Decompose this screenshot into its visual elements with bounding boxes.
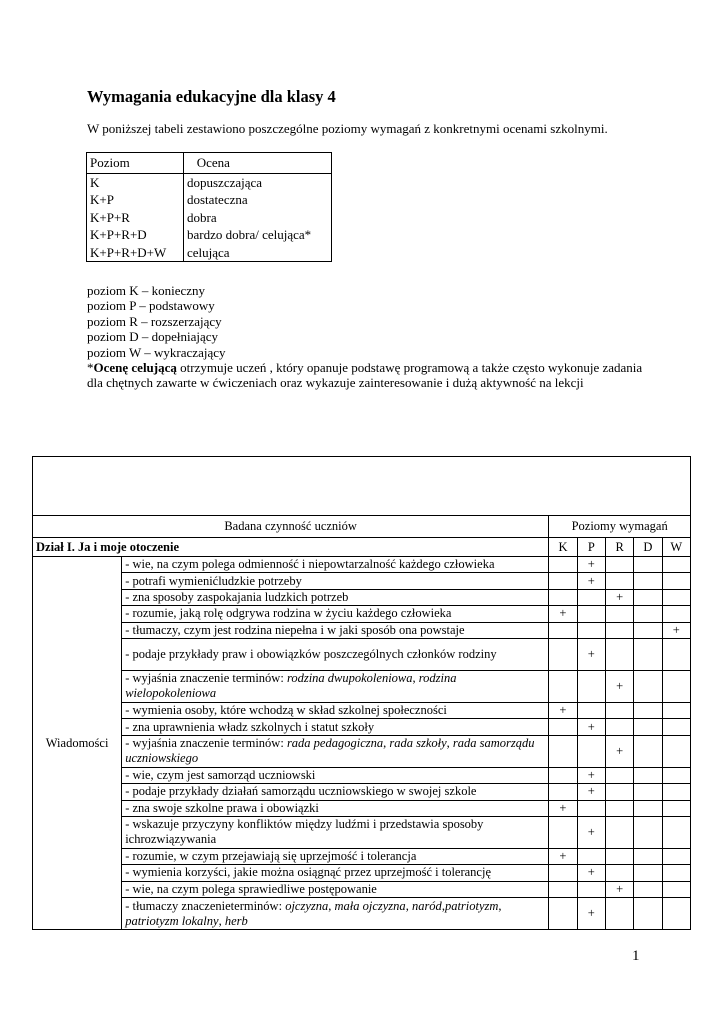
- level-cell-w: [662, 784, 690, 800]
- level-cell-k: [549, 573, 577, 589]
- requirement-row: [33, 702, 691, 718]
- level-cell-d: [634, 784, 662, 800]
- legend-item: poziom W – wykraczający: [87, 344, 226, 360]
- level-cell-k: [549, 881, 577, 897]
- activity-cell: - zna sposoby zaspokajania ludzkich potrzeb: [122, 589, 549, 605]
- level-cell-w: [662, 719, 690, 735]
- requirement-row: [33, 735, 691, 767]
- levels-grade-cell: [184, 174, 332, 262]
- level-cell-k: +: [549, 606, 577, 622]
- requirement-row: [33, 865, 691, 881]
- requirement-row: [33, 670, 691, 702]
- level-cell-p: [577, 800, 605, 816]
- level-cell-k: [549, 719, 577, 735]
- level-cell-w: [662, 865, 690, 881]
- level-cell-r: [605, 800, 633, 816]
- activity-cell: - podaje przykłady działań samorządu uczniowskiego w swojej szkole: [122, 784, 549, 800]
- level-cell-d: [634, 622, 662, 638]
- level-cell-r: [605, 573, 633, 589]
- blank-row: [33, 457, 691, 516]
- level-cell-r: [605, 848, 633, 864]
- level-cell-w: [662, 800, 690, 816]
- activity-cell: - zna uprawnienia władz szkolnych i statut szkoły: [122, 719, 549, 735]
- level-cell-r: [605, 767, 633, 783]
- level-value: K+P+R+D: [90, 227, 147, 243]
- activity-cell: - wymienia osoby, które wchodzą w skład szkolnej społeczności: [122, 702, 549, 718]
- grade-value: dopuszczająca: [187, 175, 263, 190]
- level-cell-p: [577, 848, 605, 864]
- level-cell-p: [577, 589, 605, 605]
- level-cell-r: +: [605, 881, 633, 897]
- activity-cell: - wyjaśnia znaczenie terminów: rada pedagogiczna, rada szkoły, rada samorządu uczniowskiego: [122, 735, 549, 767]
- document-title: Wymagania edukacyjne dla klasy 4: [87, 87, 336, 106]
- level-value: K+P: [90, 192, 114, 208]
- activity-cell: - rozumie, w czym przejawiają się uprzejmość i tolerancja: [122, 848, 549, 864]
- activity-cell: - tłumaczy, czym jest rodzina niepełna i w jaki sposób ona powstaje: [122, 622, 549, 638]
- levels-column-header: Poziomy wymagań: [549, 516, 691, 538]
- level-cell-k: [549, 767, 577, 783]
- level-value: K+P+R: [90, 209, 130, 225]
- level-cell-p: +: [577, 865, 605, 881]
- level-cell-p: [577, 622, 605, 638]
- level-cell-k: [549, 557, 577, 573]
- level-cell-k: [549, 865, 577, 881]
- level-cell-r: +: [605, 670, 633, 702]
- section-title: Dział I. Ja i moje otoczenie: [33, 538, 549, 557]
- level-cell-d: [634, 816, 662, 848]
- level-cell-p: [577, 735, 605, 767]
- legend-item: poziom D – dopełniający: [87, 329, 219, 345]
- requirement-row: [33, 573, 691, 589]
- level-cell-k: [549, 898, 577, 930]
- activity-cell: - wie, na czym polega odmienność i niepowtarzalność każdego człowieka: [122, 557, 549, 573]
- requirement-row: [33, 800, 691, 816]
- levels-header-ocena: Ocena: [184, 153, 332, 174]
- grade-value: dostateczna: [187, 192, 248, 208]
- level-cell-k: [549, 622, 577, 638]
- level-cell-w: [662, 898, 690, 930]
- level-cell-r: [605, 702, 633, 718]
- legend-item: poziom R – rozszerzający: [87, 313, 222, 329]
- legend-item: poziom P – podstawowy: [87, 298, 215, 314]
- level-cell-k: [549, 816, 577, 848]
- level-cell-w: [662, 638, 690, 670]
- requirement-row: [33, 589, 691, 605]
- level-cell-p: +: [577, 573, 605, 589]
- level-cell-w: [662, 881, 690, 897]
- level-cell-r: [605, 719, 633, 735]
- activity-cell: - tłumaczy znaczenieterminów: ojczyzna, mała ojczyzna, naród,patriotyzm, patriotyzm lokalny, herb: [122, 898, 549, 930]
- activity-cell: - wymienia korzyści, jakie można osiągnąć przez uprzejmość i tolerancję: [122, 865, 549, 881]
- level-cell-w: [662, 702, 690, 718]
- level-cell-r: +: [605, 735, 633, 767]
- level-cell-d: [634, 719, 662, 735]
- grade-value: bardzo dobra/ celująca*: [187, 227, 312, 243]
- level-cell-w: [662, 557, 690, 573]
- requirement-row: [33, 622, 691, 638]
- level-cell-d: [634, 670, 662, 702]
- level-cell-d: [634, 881, 662, 897]
- level-cell-w: [662, 670, 690, 702]
- level-cell-w: [662, 606, 690, 622]
- level-cell-r: [605, 622, 633, 638]
- level-cell-d: [634, 589, 662, 605]
- legend: [87, 283, 647, 391]
- activity-column-header: Badana czynność uczniów: [33, 516, 549, 538]
- level-cell-d: [634, 865, 662, 881]
- level-header-w: W: [662, 538, 690, 557]
- levels-level-cell: [87, 174, 184, 262]
- level-cell-k: [549, 638, 577, 670]
- level-cell-p: +: [577, 719, 605, 735]
- level-cell-k: +: [549, 702, 577, 718]
- level-cell-k: [549, 670, 577, 702]
- level-cell-r: [605, 557, 633, 573]
- page-number: 1: [632, 948, 640, 964]
- section-row: [33, 538, 691, 557]
- requirement-row: [33, 557, 691, 573]
- level-cell-d: [634, 848, 662, 864]
- grade-value: dobra: [187, 209, 217, 225]
- level-value: K: [90, 175, 100, 190]
- level-cell-r: [605, 638, 633, 670]
- level-cell-r: [605, 898, 633, 930]
- activity-cell: - wie, na czym polega sprawiedliwe postępowanie: [122, 881, 549, 897]
- grade-value: celująca: [187, 244, 230, 260]
- level-cell-k: [549, 589, 577, 605]
- level-cell-w: [662, 816, 690, 848]
- level-cell-r: [605, 784, 633, 800]
- level-cell-p: +: [577, 898, 605, 930]
- activity-cell: - wskazuje przyczyny konfliktów między ludźmi i przedstawia sposoby ichrozwiązywania: [122, 816, 549, 848]
- requirements-table: [32, 456, 691, 930]
- level-cell-p: [577, 881, 605, 897]
- level-cell-p: +: [577, 767, 605, 783]
- activity-cell: - podaje przykłady praw i obowiązków poszczególnych członków rodziny: [122, 638, 549, 670]
- level-cell-d: [634, 557, 662, 573]
- level-value: K+P+R+D+W: [90, 244, 167, 260]
- requirement-row: [33, 638, 691, 670]
- level-cell-w: [662, 848, 690, 864]
- level-cell-d: [634, 702, 662, 718]
- level-cell-p: +: [577, 557, 605, 573]
- level-cell-p: +: [577, 638, 605, 670]
- requirement-row: [33, 898, 691, 930]
- level-header-k: K: [549, 538, 577, 557]
- header-row: [33, 516, 691, 538]
- level-cell-p: [577, 670, 605, 702]
- intro-text: W poniższej tabeli zestawiono poszczególne poziomy wymagań z konkretnymi ocenami szkolnymi.: [87, 121, 608, 136]
- level-cell-d: [634, 800, 662, 816]
- level-cell-d: [634, 573, 662, 589]
- activity-cell: - wie, czym jest samorząd uczniowski: [122, 767, 549, 783]
- level-cell-k: +: [549, 800, 577, 816]
- level-header-p: P: [577, 538, 605, 557]
- activity-cell: - rozumie, jaką rolę odgrywa rodzina w życiu każdego człowieka: [122, 606, 549, 622]
- level-header-r: R: [605, 538, 633, 557]
- level-cell-r: +: [605, 589, 633, 605]
- requirement-row: [33, 606, 691, 622]
- level-cell-r: [605, 816, 633, 848]
- level-cell-w: [662, 767, 690, 783]
- requirement-row: [33, 719, 691, 735]
- activity-cell: - potrafi wymienićludzkie potrzeby: [122, 573, 549, 589]
- requirement-row: [33, 784, 691, 800]
- level-header-d: D: [634, 538, 662, 557]
- activity-cell: - zna swoje szkolne prawa i obowiązki: [122, 800, 549, 816]
- legend-item: poziom K – konieczny: [87, 283, 206, 298]
- levels-header-poziom: Poziom: [87, 153, 184, 174]
- level-cell-w: [662, 735, 690, 767]
- levels-table: [86, 152, 332, 262]
- level-cell-d: [634, 767, 662, 783]
- level-cell-k: [549, 784, 577, 800]
- level-cell-p: [577, 702, 605, 718]
- level-cell-w: +: [662, 622, 690, 638]
- level-cell-r: [605, 865, 633, 881]
- level-cell-w: [662, 573, 690, 589]
- requirement-row: [33, 881, 691, 897]
- category-cell: Wiadomości: [33, 557, 122, 930]
- level-cell-d: [634, 898, 662, 930]
- level-cell-p: +: [577, 816, 605, 848]
- note-bold: Ocenę celującą: [93, 360, 177, 376]
- level-cell-p: +: [577, 784, 605, 800]
- level-cell-d: [634, 735, 662, 767]
- requirement-row: [33, 767, 691, 783]
- level-cell-k: +: [549, 848, 577, 864]
- level-cell-w: [662, 589, 690, 605]
- grade-note: *Ocenę celującą otrzymuje uczeń , który opanuje podstawę programową a także często wykonuje zadania dla chętnych zawarte w ćwiczeniach oraz wykazuje zainteresowanie i dużą aktywność na lekcji: [87, 360, 643, 391]
- requirement-row: [33, 848, 691, 864]
- level-cell-d: [634, 638, 662, 670]
- level-cell-r: [605, 606, 633, 622]
- level-cell-k: [549, 735, 577, 767]
- level-cell-p: [577, 606, 605, 622]
- level-cell-d: [634, 606, 662, 622]
- requirement-row: [33, 816, 691, 848]
- activity-cell: - wyjaśnia znaczenie terminów: rodzina dwupokoleniowa, rodzina wielopokoleniowa: [122, 670, 549, 702]
